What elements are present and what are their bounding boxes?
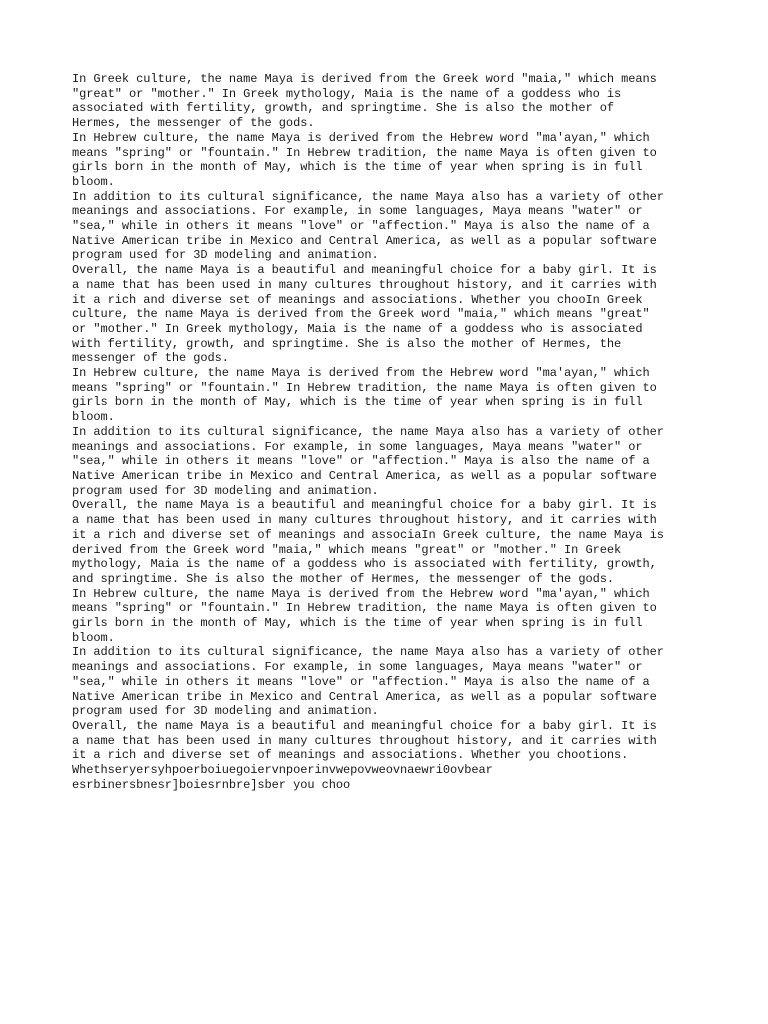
text-line: means "spring" or "fountain." In Hebrew tradition, the name Maya is often given to xyxy=(72,380,657,395)
text-line: it a rich and diverse set of meanings and associations. Whether you chootions. xyxy=(72,748,629,763)
text-line: a name that has been used in many cultures throughout history, and it carries with xyxy=(72,277,657,292)
text-line: culture, the name Maya is derived from the Greek word "maia," which means "great" xyxy=(72,307,650,322)
text-line: associated with fertility, growth, and springtime. She is also the mother of xyxy=(72,101,614,116)
text-line: bloom. xyxy=(72,174,115,189)
text-line: In addition to its cultural significance, the name Maya also has a variety of other xyxy=(72,424,664,439)
text-line: In Greek culture, the name Maya is derived from the Greek word "maia," which means xyxy=(72,72,657,86)
text-line: or "mother." In Greek mythology, Maia is the name of a goddess who is associated xyxy=(72,321,643,336)
text-line: Native American tribe in Mexico and Central America, as well as a popular software xyxy=(72,689,657,704)
text-line: meanings and associations. For example, in some languages, Maya means "water" or xyxy=(72,204,643,219)
text-line: means "spring" or "fountain." In Hebrew tradition, the name Maya is often given to xyxy=(72,145,657,160)
text-line: a name that has been used in many cultures throughout history, and it carries with xyxy=(72,513,657,528)
document-page xyxy=(72,72,702,792)
text-line: Overall, the name Maya is a beautiful and meaningful choice for a baby girl. It is xyxy=(72,498,657,513)
text-line: In Hebrew culture, the name Maya is derived from the Hebrew word "ma'ayan," which xyxy=(72,586,650,601)
text-line: "sea," while in others it means "love" or "affection." Maya is also the name of a xyxy=(72,454,650,469)
text-line: a name that has been used in many cultures throughout history, and it carries with xyxy=(72,733,657,748)
text-line: it a rich and diverse set of meanings and associaIn Greek culture, the name Maya is xyxy=(72,527,664,542)
text-line: bloom. xyxy=(72,630,115,645)
text-line: Overall, the name Maya is a beautiful and meaningful choice for a baby girl. It is xyxy=(72,263,657,278)
text-line: derived from the Greek word "maia," which means "great" or "mother." In Greek xyxy=(72,542,622,557)
text-line: messenger of the gods. xyxy=(72,351,229,366)
text-line: Native American tribe in Mexico and Central America, as well as a popular software xyxy=(72,233,657,248)
text-line: with fertility, growth, and springtime. She is also the mother of Hermes, the xyxy=(72,336,622,351)
text-line: girls born in the month of May, which is the time of year when spring is in full xyxy=(72,160,643,175)
text-line: In Hebrew culture, the name Maya is derived from the Hebrew word "ma'ayan," which xyxy=(72,366,650,381)
text-line: Hermes, the messenger of the gods. xyxy=(72,116,315,131)
text-line: mythology, Maia is the name of a goddess who is associated with fertility, growth, xyxy=(72,557,657,572)
text-line: Whethseryersyhpoerboiuegoiervnpoerinvwepovweovnaewri0ovbear xyxy=(72,763,493,778)
text-line: means "spring" or "fountain." In Hebrew tradition, the name Maya is often given to xyxy=(72,601,657,616)
text-line: girls born in the month of May, which is the time of year when spring is in full xyxy=(72,616,643,631)
text-line: it a rich and diverse set of meanings and associations. Whether you chooIn Greek xyxy=(72,292,643,307)
text-line: "sea," while in others it means "love" or "affection." Maya is also the name of a xyxy=(72,674,650,689)
text-line: In addition to its cultural significance, the name Maya also has a variety of other xyxy=(72,189,664,204)
text-line: meanings and associations. For example, in some languages, Maya means "water" or xyxy=(72,660,643,675)
text-line: program used for 3D modeling and animation. xyxy=(72,483,379,498)
text-line: esrbinersbnesr]boiesrnbre]sber you choo xyxy=(72,777,351,792)
text-line: "sea," while in others it means "love" or "affection." Maya is also the name of a xyxy=(72,219,650,234)
text-line: In addition to its cultural significance, the name Maya also has a variety of other xyxy=(72,645,664,660)
text-line: program used for 3D modeling and animation. xyxy=(72,704,379,719)
text-line: bloom. xyxy=(72,410,115,425)
text-line: "great" or "mother." In Greek mythology, Maia is the name of a goddess who is xyxy=(72,86,622,101)
text-line: In Hebrew culture, the name Maya is derived from the Hebrew word "ma'ayan," which xyxy=(72,130,650,145)
text-line: Overall, the name Maya is a beautiful and meaningful choice for a baby girl. It is xyxy=(72,718,657,733)
text-line: meanings and associations. For example, in some languages, Maya means "water" or xyxy=(72,439,643,454)
text-line: program used for 3D modeling and animation. xyxy=(72,248,379,263)
text-line: girls born in the month of May, which is the time of year when spring is in full xyxy=(72,395,643,410)
text-line: and springtime. She is also the mother of Hermes, the messenger of the gods. xyxy=(72,571,614,586)
text-line: Native American tribe in Mexico and Central America, as well as a popular software xyxy=(72,468,657,483)
